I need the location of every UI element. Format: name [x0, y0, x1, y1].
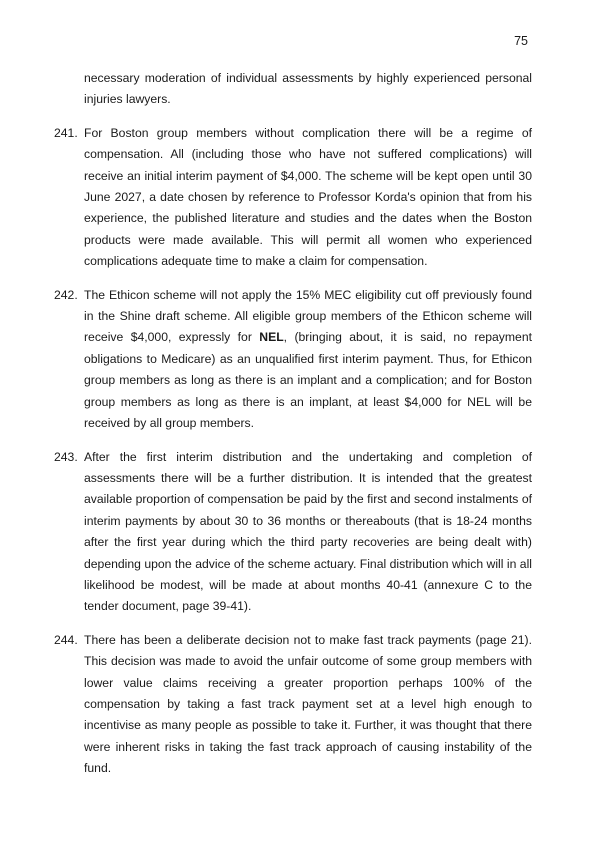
paragraph-text: For Boston group members without complication there will be a regime of compensation. All (including those who have not suffered complications) will receive an initial interim payment of $4,000. The scheme will be kept open until 30 June 2027, a date chosen by reference to Professor Korda's opinion that from his experience, the published literature and studies and the dates when the Boston products were made available. This will permit all women who experienced complications adequate time to make a claim for compensation.: [84, 125, 532, 269]
paragraph-text: [84, 285, 532, 435]
paragraph-text: There has been a deliberate decision not to make fast track payments (page 21). This decision was made to avoid the unfair outcome of some group members with lower value claims receiving a greater proportion perhaps 100% of the compensation by taking a fast track payment set at a level high enough to incentivise as many people as possible to take it. Further, it was thought that there were inherent risks in taking the fast track approach of causing instability of the fund.: [84, 632, 532, 776]
paragraph-number: 244.: [54, 632, 78, 647]
paragraph-244: [54, 630, 532, 780]
paragraph-242: [54, 285, 532, 435]
paragraph-number: 243.: [54, 449, 78, 464]
paragraph-number: 241.: [54, 125, 78, 140]
paragraph-243: [54, 447, 532, 618]
paragraph-241: [54, 123, 532, 273]
bold-term: NEL: [259, 330, 284, 345]
paragraph-continued: [54, 68, 532, 111]
document-body: [54, 68, 532, 792]
page-number: 75: [514, 34, 528, 48]
paragraph-text: necessary moderation of individual assessments by highly experienced personal injuries lawyers.: [84, 71, 532, 107]
paragraph-text-part: The Ethicon scheme will not apply the 15% MEC eligibility cut off previously found in the Shine draft scheme. All eligible group members of the Ethicon scheme will receive $4,000, expressly for: [84, 287, 532, 345]
paragraph-text: After the first interim distribution and the undertaking and completion of assessments there will be a further distribution. It is intended that the greatest available proportion of compensation be paid by the first and second instalments of interim payments by about 30 to 36 months or thereabouts (that is 18-24 months after the first year during which the third party recoveries are being dealt with) depending upon the advice of the scheme actuary. Final distribution which will in all likelihood be modest, will be made at about months 40-41 (annexure C to the tender document, page 39-41).: [84, 449, 532, 614]
paragraph-text-part: , (bringing about, it is said, no repayment obligations to Medicare) as an unqualified first interim payment. Thus, for Ethicon group members as long as there is an implant and a complication; and for Boston group members as long as there is an implant, at least $4,000 for NEL will be received by all group members.: [84, 330, 532, 431]
paragraph-number: 242.: [54, 287, 78, 302]
